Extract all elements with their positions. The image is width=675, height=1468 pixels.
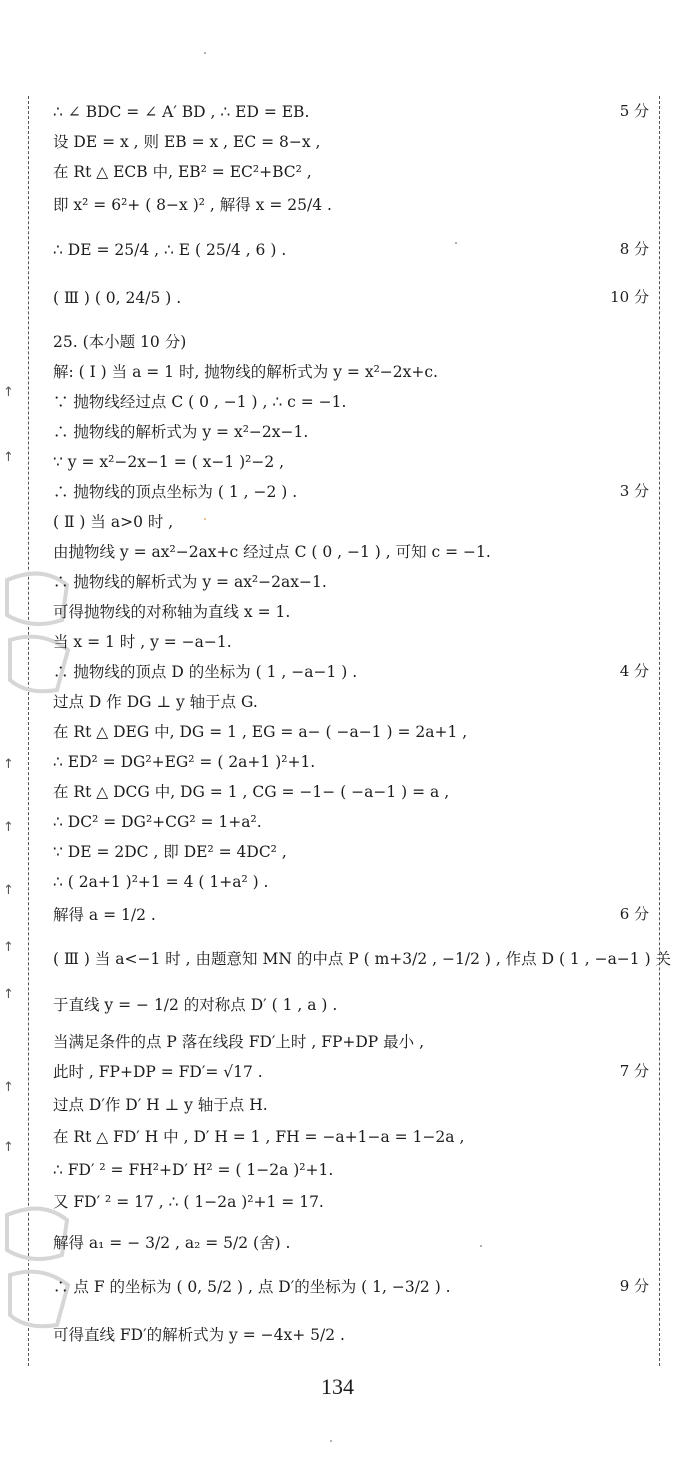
solution-line-text: ∴ ED² = DG²+EG² = ( 2a+1 )²+1.: [53, 753, 316, 771]
score-mark: 5 分: [619, 102, 649, 120]
solution-line-text: 解得 a₁ = − 3/2 , a₂ = 5/2 (舍) .: [53, 1234, 291, 1252]
solution-line: [53, 870, 657, 894]
solution-line: [53, 1190, 657, 1214]
solution-line: [53, 420, 657, 444]
solution-line-text: 又 FD′ ² = 17 , ∴ ( 1−2a )²+1 = 17.: [53, 1193, 324, 1211]
binding-mark-icon: ↑: [3, 757, 14, 772]
solution-line: [53, 570, 657, 594]
solution-line-text: 当 x = 1 时 , y = −a−1.: [53, 633, 232, 651]
solution-line-text: ∴ 抛物线的解析式为 y = ax²−2ax−1.: [53, 573, 327, 591]
right-dashed-border: [659, 96, 660, 1366]
solution-line: [53, 660, 657, 684]
solution-line: [53, 1158, 657, 1182]
solution-line-text: ∴ DE = 25/4 , ∴ E ( 25/4 , 6 ) .: [53, 241, 287, 259]
solution-line: [53, 1125, 657, 1149]
solution-line-text: ∴ ( 2a+1 )²+1 = 4 ( 1+a² ) .: [53, 873, 269, 891]
solution-line: [53, 947, 672, 971]
score-mark: 6 分: [619, 905, 649, 923]
watermark-stamp-lower: [2, 1195, 72, 1335]
solution-line: [53, 130, 657, 154]
solution-line-text: ∴ ∠ BDC = ∠ A′ BD , ∴ ED = EB.: [53, 103, 310, 121]
solution-line: [53, 630, 657, 654]
score-mark: 4 分: [619, 662, 649, 680]
solution-line-text: 解得 a = 1/2 .: [53, 906, 156, 924]
solution-line-text: 在 Rt △ FD′ H 中 , D′ H = 1 , FH = −a+1−a = 1−2a ,: [53, 1128, 465, 1146]
solution-line-text: ∴ 抛物线的顶点坐标为 ( 1 , −2 ) .: [53, 483, 298, 501]
solution-line-text: 由抛物线 y = ax²−2ax+c 经过点 C ( 0 , −1 ) , 可知 c = −1.: [53, 543, 491, 561]
solution-line: [53, 193, 657, 217]
score-mark: 7 分: [619, 1062, 649, 1080]
binding-mark-icon: ↑: [3, 987, 14, 1002]
solution-line-text: 解: ( Ⅰ ) 当 a = 1 时, 抛物线的解析式为 y = x²−2x+c.: [53, 363, 438, 381]
page-number: 134: [321, 1374, 354, 1399]
solution-line-text: ∴ FD′ ² = FH²+D′ H² = ( 1−2a )²+1.: [53, 1161, 334, 1179]
score-mark: 8 分: [619, 240, 649, 258]
score-mark: 9 分: [619, 1277, 649, 1295]
scan-speck: [330, 1440, 332, 1442]
solution-line: [53, 750, 657, 774]
solution-line-text: ∴ DC² = DG²+CG² = 1+a².: [53, 813, 262, 831]
solution-line-text: 在 Rt △ DCG 中, DG = 1 , CG = −1− ( −a−1 ) = a ,: [53, 783, 450, 801]
solution-line: [53, 993, 657, 1017]
solution-line: [53, 510, 657, 534]
solution-line-text: 过点 D 作 DG ⊥ y 轴于点 G.: [53, 693, 258, 711]
binding-mark-icon: ↑: [3, 385, 14, 400]
solution-line: [53, 390, 657, 414]
binding-mark-icon: ↑: [3, 1080, 14, 1095]
solution-line: [53, 840, 657, 864]
solution-line-text: 过点 D′作 D′ H ⊥ y 轴于点 H.: [53, 1096, 268, 1114]
solution-line: [53, 100, 657, 124]
score-mark: 10 分: [610, 288, 649, 306]
solution-line-text: 在 Rt △ DEG 中, DG = 1 , EG = a− ( −a−1 ) = 2a+1 ,: [53, 723, 468, 741]
score-mark: 3 分: [619, 482, 649, 500]
solution-line-text: 设 DE = x , 则 EB = x , EC = 8−x ,: [53, 133, 321, 151]
solution-line: [53, 720, 657, 744]
solution-line-text: 可得抛物线的对称轴为直线 x = 1.: [53, 603, 291, 621]
solution-line: [53, 540, 657, 564]
solution-line-text: ∴ 点 F 的坐标为 ( 0, 5/2 ) , 点 D′的坐标为 ( 1, −3/2 ) .: [53, 1278, 451, 1296]
binding-mark-icon: ↑: [3, 883, 14, 898]
solution-line: [53, 600, 657, 624]
solution-line-text: 可得直线 FD′的解析式为 y = −4x+ 5/2 .: [53, 1326, 345, 1344]
solution-line-text: ∵ 抛物线经过点 C ( 0 , −1 ) , ∴ c = −1.: [53, 393, 347, 411]
solution-line: [53, 780, 657, 804]
solution-line-text: ∴ 抛物线的解析式为 y = x²−2x−1.: [53, 423, 309, 441]
solution-line-text: 当满足条件的点 P 落在线段 FD′上时 , FP+DP 最小 ,: [53, 1033, 425, 1051]
solution-line-text: ∴ 抛物线的顶点 D 的坐标为 ( 1 , −a−1 ) .: [53, 663, 358, 681]
binding-mark-icon: ↑: [3, 820, 14, 835]
solution-line-text: ∵ DE = 2DC , 即 DE² = 4DC² ,: [53, 843, 287, 861]
solution-line-text: 于直线 y = − 1/2 的对称点 D′ ( 1 , a ) .: [53, 996, 338, 1014]
solution-line-text: ( Ⅲ ) 当 a<−1 时 , 由题意知 MN 的中点 P ( m+3/2 , −1/2 ) , 作点 D ( 1 , −a−1 ) 关: [53, 950, 672, 968]
left-dashed-border: [28, 96, 29, 1366]
binding-mark-icon: ↑: [3, 940, 14, 955]
solution-line: [53, 1030, 657, 1054]
solution-line: [53, 1060, 657, 1084]
solution-line: [53, 160, 657, 184]
solution-line: [53, 903, 657, 927]
solution-line-text: ( Ⅱ ) 当 a>0 时 ,: [53, 513, 174, 531]
solution-line-text: 在 Rt △ ECB 中, EB² = EC²+BC² ,: [53, 163, 312, 181]
solution-line: [53, 238, 657, 262]
binding-mark-icon: ↑: [3, 1140, 14, 1155]
solution-line-text: 此时 , FP+DP = FD′= √17 .: [53, 1063, 263, 1081]
solution-line-text: ∵ y = x²−2x−1 = ( x−1 )²−2 ,: [53, 453, 285, 471]
binding-mark-icon: ↑: [3, 450, 14, 465]
solution-line: [53, 810, 657, 834]
solution-line: [53, 690, 657, 714]
solution-line-text: 即 x² = 6²+ ( 8−x )² , 解得 x = 25/4 .: [53, 196, 332, 214]
solution-line-text: ( Ⅲ ) ( 0, 24/5 ) .: [53, 289, 182, 307]
solution-line: [53, 1231, 657, 1255]
solution-line: [53, 1323, 657, 1347]
solution-line-text: 25. (本小题 10 分): [53, 333, 187, 351]
solution-line: [53, 360, 657, 384]
solution-line: [53, 1093, 657, 1117]
scan-speck: [204, 52, 206, 54]
solution-line: [53, 450, 657, 474]
solution-line: [53, 480, 657, 504]
solution-line: [53, 330, 657, 354]
solution-line: [53, 1275, 657, 1299]
solution-line: [53, 286, 657, 310]
